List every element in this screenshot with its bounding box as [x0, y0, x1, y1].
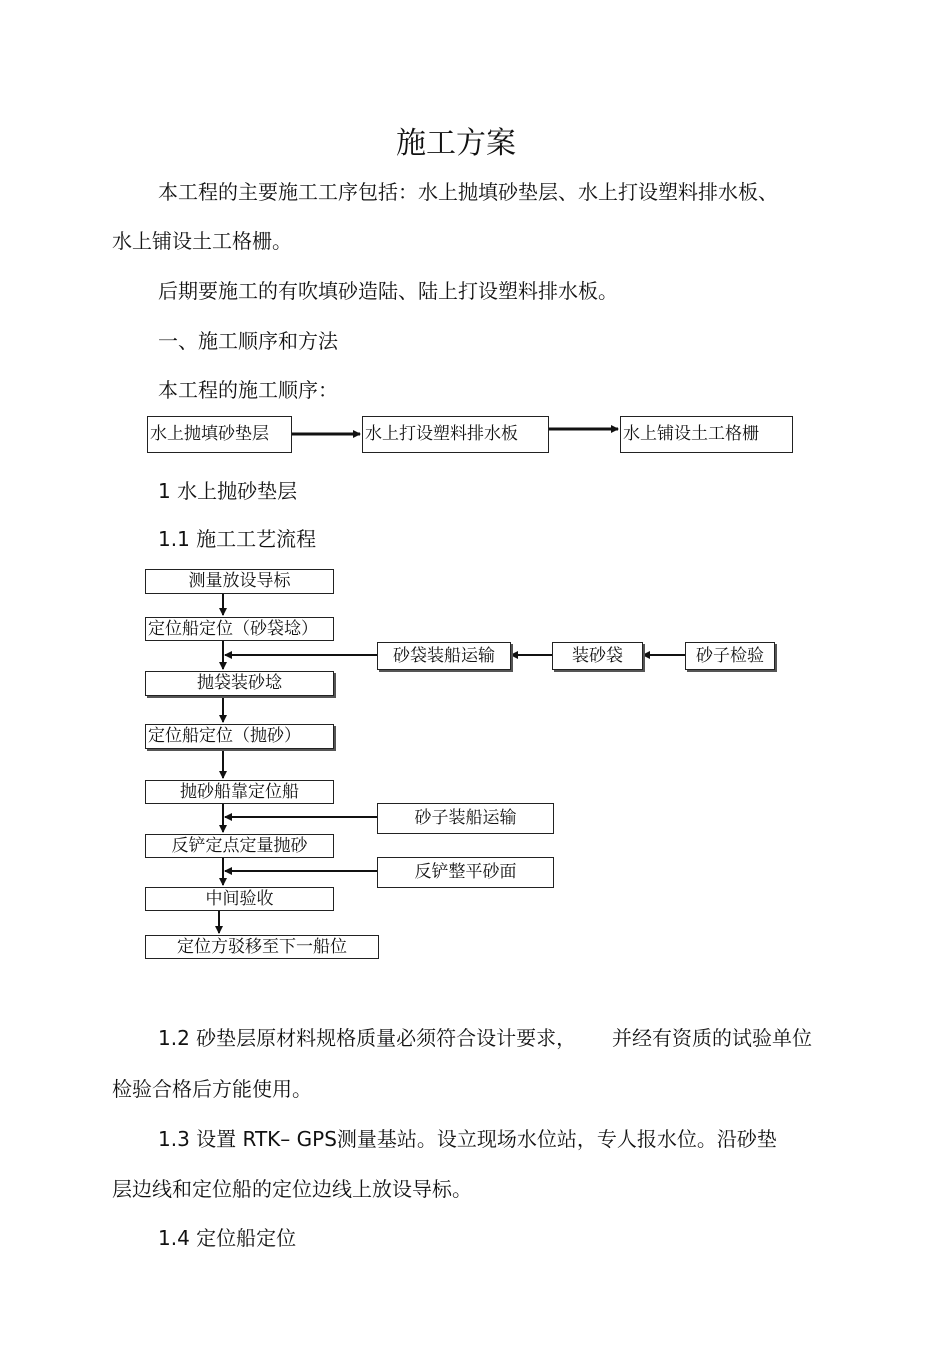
flow-side-sand-loading-transport: 砂子装船运输 [377, 803, 554, 834]
flow-step-positioning-ship-sandbag: 定位船定位（砂袋埝） [145, 617, 334, 641]
page-title: 施工方案 [396, 126, 516, 161]
sequence-step-3: 水上铺设土工格栅 [620, 416, 793, 453]
flow-side-backhoe-leveling: 反铲整平砂面 [377, 857, 554, 888]
item-1-4-heading: 1.4 定位船定位 [158, 1226, 297, 1250]
flow-side-sandbag-transport: 砂袋装船运输 [377, 642, 511, 670]
flow-step-move-barge: 定位方驳移至下一船位 [145, 935, 379, 959]
flow-step-throw-sandbag-dike: 抛袋装砂埝 [145, 671, 334, 696]
flow-step-survey-guide-marks: 测量放设导标 [145, 569, 334, 594]
flow-step-positioning-ship-throw-sand: 定位船定位（抛砂） [145, 724, 334, 749]
section-heading-1: 一、施工顺序和方法 [158, 329, 338, 353]
flow-side-fill-sandbags: 装砂袋 [552, 642, 643, 670]
flow-step-sand-ship-berth: 抛砂船靠定位船 [145, 780, 334, 804]
flow-step-intermediate-acceptance: 中间验收 [145, 887, 334, 911]
intro-paragraph-line1: 本工程的主要施工工序包括：水上抛填砂垫层、水上打设塑料排水板、 [158, 180, 778, 204]
flow-side-sand-inspection: 砂子检验 [685, 642, 775, 670]
order-label: 本工程的施工顺序： [158, 378, 338, 402]
intro-paragraph-line2: 水上铺设土工格栅。 [112, 229, 292, 253]
sequence-step-2: 水上打设塑料排水板 [362, 416, 549, 453]
item-1-2-line2: 检验合格后方能使用。 [112, 1077, 312, 1101]
flow-step-backhoe-throw-sand: 反铲定点定量抛砂 [145, 834, 334, 858]
sequence-step-1: 水上抛填砂垫层 [147, 416, 292, 453]
section-heading-1-1-process-flow: 1.1 施工工艺流程 [158, 527, 317, 551]
section-heading-1-sand-cushion: 1 水上抛砂垫层 [158, 479, 298, 503]
item-1-2-line1-part2: 并经有资质的试验单位 [612, 1026, 812, 1050]
later-work-paragraph: 后期要施工的有吹填砂造陆、陆上打设塑料排水板。 [158, 279, 618, 303]
item-1-2-line1-part1: 1.2 砂垫层原材料规格质量必须符合设计要求， [158, 1026, 577, 1050]
item-1-3-line1: 1.3 设置 RTK– GPS测量基站。设立现场水位站，专人报水位。沿砂垫 [158, 1127, 777, 1151]
item-1-3-line2: 层边线和定位船的定位边线上放设导标。 [112, 1177, 472, 1201]
